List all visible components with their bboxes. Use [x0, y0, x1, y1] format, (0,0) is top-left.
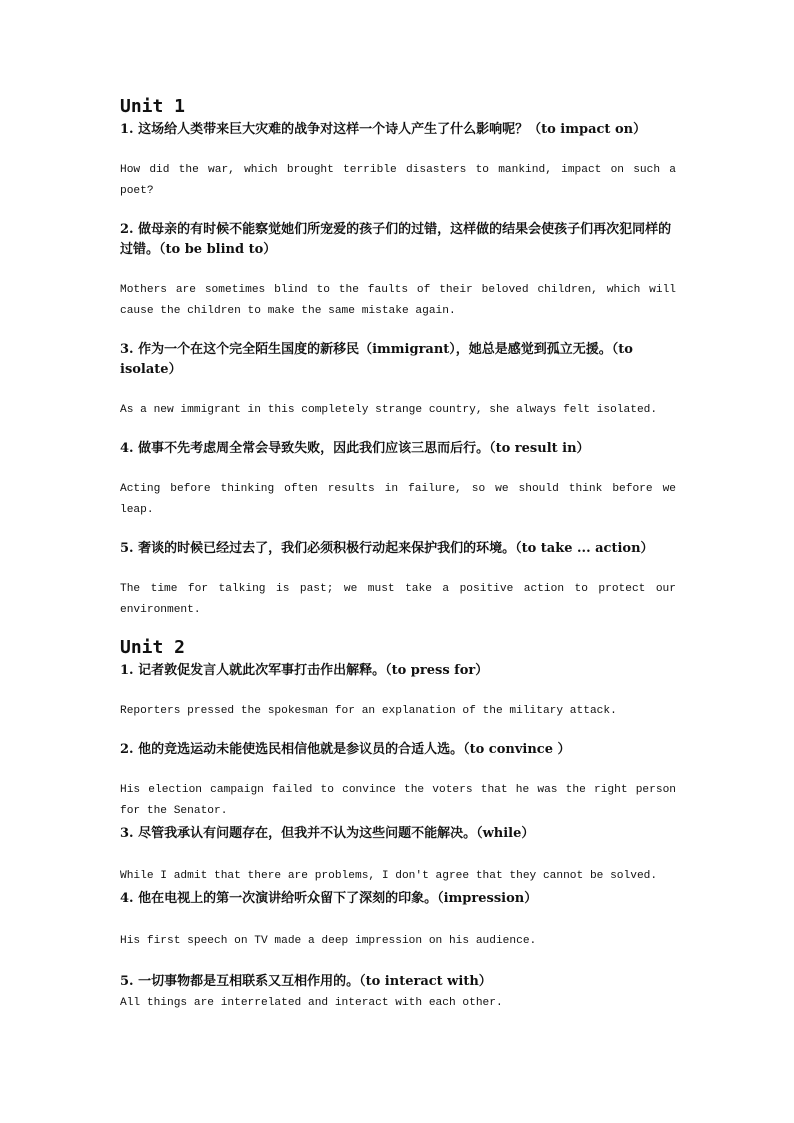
chinese-question: 4. 他在电视上的第一次演讲给听众留下了深刻的印象。（impression）: [120, 891, 538, 906]
chinese-question: 3. 尽管我承认有问题存在，但我并不认为这些问题不能解决。（while）: [120, 826, 535, 841]
exercise-item: [120, 740, 676, 822]
exercise-item: [120, 439, 676, 521]
exercise-item: [120, 824, 676, 887]
unit-2-section: [120, 637, 676, 1014]
exercise-item: [120, 539, 676, 621]
exercise-item: [120, 120, 676, 202]
chinese-question: 3. 作为一个在这个完全陌生国度的新移民（immigrant），她总是感觉到孤立无援。（to isolate）: [120, 342, 633, 377]
english-answer: Mothers are sometimes blind to the faults of their beloved children, which will cause the children to make the same mistake again.: [120, 284, 676, 317]
english-answer: While I admit that there are problems, I don't agree that they cannot be solved.: [120, 870, 658, 882]
chinese-question: 4. 做事不先考虑周全常会导致失败，因此我们应该三思而后行。（to result in）: [120, 441, 590, 456]
unit-title: Unit 1: [120, 96, 186, 117]
english-answer: All things are interrelated and interact with each other.: [120, 997, 503, 1009]
exercise-item: [120, 340, 676, 421]
exercise-item: [120, 220, 676, 322]
chinese-question: 1. 记者敦促发言人就此次军事打击作出解释。（to press for）: [120, 663, 489, 678]
chinese-question: 5. 一切事物都是互相联系又互相作用的。（to interact with）: [120, 974, 492, 989]
chinese-question: 2. 做母亲的有时候不能察觉她们所宠爱的孩子们的过错，这样做的结果会使孩子们再次犯同样的过错。（to be blind to）: [120, 222, 672, 257]
english-answer: His election campaign failed to convince the voters that he was the right person for the Senator.: [120, 784, 676, 817]
english-answer: Reporters pressed the spokesman for an explanation of the military attack.: [120, 705, 617, 717]
english-answer: Acting before thinking often results in failure, so we should think before we leap.: [120, 483, 676, 516]
chinese-question: 2. 他的竞选运动未能使选民相信他就是参议员的合适人选。（to convince ）: [120, 742, 571, 757]
exercise-item: [120, 661, 676, 722]
exercise-item: [120, 972, 676, 1014]
chinese-question: 5. 奢谈的时候已经过去了，我们必须积极行动起来保护我们的环境。（to take ... action）: [120, 541, 654, 556]
exercise-item: [120, 889, 676, 952]
unit-title: Unit 2: [120, 637, 186, 658]
english-answer: His first speech on TV made a deep impression on his audience.: [120, 935, 537, 947]
english-answer: As a new immigrant in this completely strange country, she always felt isolated.: [120, 404, 658, 416]
document-page: [120, 96, 676, 1014]
chinese-question: 1. 这场给人类带来巨大灾难的战争对这样一个诗人产生了什么影响呢？（to impact on）: [120, 122, 647, 137]
english-answer: How did the war, which brought terrible disasters to mankind, impact on such a poet?: [120, 164, 676, 197]
english-answer: The time for talking is past; we must take a positive action to protect our environment.: [120, 583, 676, 616]
unit-1-section: [120, 96, 676, 621]
